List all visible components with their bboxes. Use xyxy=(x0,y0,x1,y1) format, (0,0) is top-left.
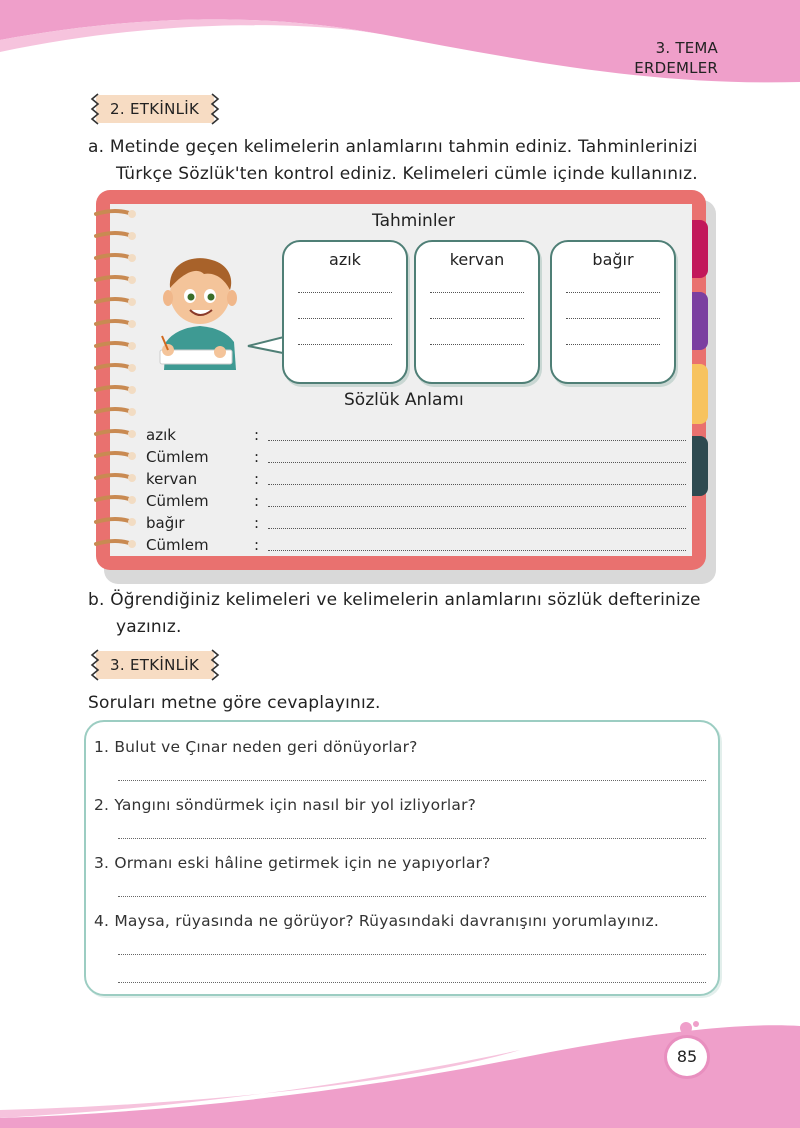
instruction-a-line2: Türkçe Sözlük'ten kontrol ediniz. Kelimeleri cümle içinde kullanınız. xyxy=(116,164,698,184)
activity-3-badge xyxy=(88,648,222,682)
dict-row-colon: : xyxy=(254,492,260,510)
dict-row-colon: : xyxy=(254,514,260,532)
guess-box-azik xyxy=(282,240,408,384)
question-2: 2. Yangını söndürmek için nasıl bir yol izliyorlar? xyxy=(94,796,477,814)
theme-header xyxy=(634,38,718,78)
answer-line[interactable] xyxy=(118,838,706,839)
guess-line[interactable] xyxy=(430,336,524,345)
guess-word-1: azık xyxy=(329,250,361,269)
question-3: 3. Ormanı eski hâline getirmek için ne yapıyorlar? xyxy=(94,854,491,872)
answer-line[interactable] xyxy=(118,954,706,955)
dict-answer-line[interactable] xyxy=(268,506,686,507)
dict-row xyxy=(146,536,686,558)
notebook-tab-2 xyxy=(692,292,708,350)
instruction-b xyxy=(88,587,701,641)
dict-answer-line[interactable] xyxy=(268,484,686,485)
guess-line[interactable] xyxy=(566,284,660,293)
dict-row-colon: : xyxy=(254,448,260,466)
notebook-tab-1 xyxy=(692,220,708,278)
question-1: 1. Bulut ve Çınar neden geri dönüyorlar? xyxy=(94,738,418,756)
answer-line[interactable] xyxy=(118,982,706,983)
page-number: 85 xyxy=(664,1035,710,1079)
dict-row-colon: : xyxy=(254,536,260,554)
dict-row-colon: : xyxy=(254,426,260,444)
dict-row-label: Cümlem xyxy=(146,536,209,554)
guess-line[interactable] xyxy=(298,284,392,293)
question-4: 4. Maysa, rüyasında ne görüyor? Rüyasındaki davranışını yorumlayınız. xyxy=(94,912,660,930)
questions-box xyxy=(84,720,720,996)
dict-row-colon: : xyxy=(254,470,260,488)
dict-answer-line[interactable] xyxy=(268,528,686,529)
dict-row xyxy=(146,492,686,514)
activity-2-title: 2. ETKİNLİK xyxy=(110,100,200,118)
dict-row-label: kervan xyxy=(146,470,198,488)
guess-line[interactable] xyxy=(298,310,392,319)
instruction-3: Soruları metne göre cevaplayınız. xyxy=(88,693,381,713)
guess-word-3: bağır xyxy=(592,250,634,269)
guess-line[interactable] xyxy=(566,336,660,345)
spiral-binding xyxy=(92,208,140,558)
theme-name: ERDEMLER xyxy=(634,59,718,77)
dict-row xyxy=(146,426,686,448)
instruction-a xyxy=(88,134,698,188)
dict-row-label: Cümlem xyxy=(146,492,209,510)
dict-row xyxy=(146,470,686,492)
notebook-tab-3 xyxy=(692,364,708,424)
answer-line[interactable] xyxy=(118,780,706,781)
answer-line[interactable] xyxy=(118,896,706,897)
instruction-b-line2: yazınız. xyxy=(116,617,182,637)
guess-line[interactable] xyxy=(430,284,524,293)
activity-3-title: 3. ETKİNLİK xyxy=(110,656,200,674)
dict-row-label: azık xyxy=(146,426,176,444)
dictionary-title: Sözlük Anlamı xyxy=(344,390,464,410)
guess-box-kervan xyxy=(414,240,540,384)
dict-answer-line[interactable] xyxy=(268,550,686,551)
theme-number: 3. TEMA xyxy=(655,39,718,57)
boy-writing-illustration xyxy=(154,252,244,370)
guess-line[interactable] xyxy=(430,310,524,319)
dict-row-label: bağır xyxy=(146,514,185,532)
dict-row xyxy=(146,514,686,536)
dict-answer-line[interactable] xyxy=(268,440,686,441)
dict-answer-line[interactable] xyxy=(268,462,686,463)
notebook-card xyxy=(96,190,706,574)
guess-line[interactable] xyxy=(298,336,392,345)
guess-box-bagir xyxy=(550,240,676,384)
instruction-a-line1: a. Metinde geçen kelimelerin anlamlarını tahmin ediniz. Tahminlerinizi xyxy=(88,137,698,157)
guess-line[interactable] xyxy=(566,310,660,319)
guess-word-2: kervan xyxy=(449,250,505,269)
activity-2-badge xyxy=(88,92,222,126)
dict-row xyxy=(146,448,686,470)
guess-title: Tahminler xyxy=(372,211,455,231)
instruction-b-line1: b. Öğrendiğiniz kelimeleri ve kelimelerin anlamlarını sözlük defterinize xyxy=(88,590,701,610)
dict-row-label: Cümlem xyxy=(146,448,209,466)
notebook-tab-4 xyxy=(692,436,708,496)
